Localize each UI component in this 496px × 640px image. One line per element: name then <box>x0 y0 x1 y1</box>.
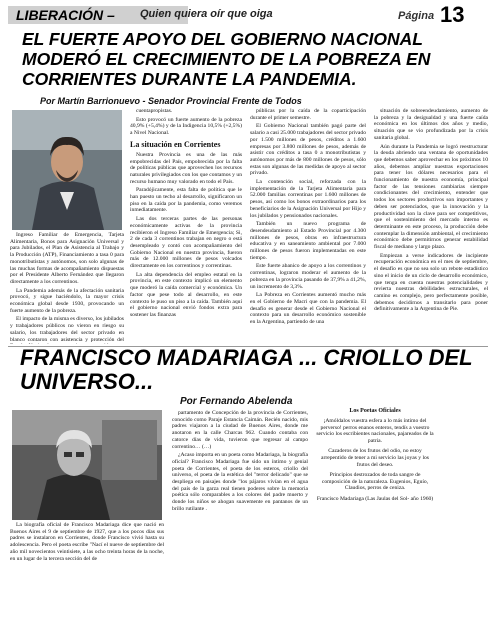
article2-headline-line2: UNIVERSO... <box>20 369 154 394</box>
paragraph: partamento de Concepción de la provincia de Corrientes, conocido como Paraje Estancia Caimán. Recién nacido, mis padres viajaron a la ciudad de Buenos Aires, donde me anotaron en la calle Charcas 962. Cuando contaba con catorce días de vida, tuvieron que regresar al campo correntino… (…) <box>172 410 308 450</box>
article1-column3 <box>250 108 366 344</box>
paragraph: públicas por la caída de la coparticipación durante el primer semestre. <box>250 108 366 121</box>
article1-headline-line3: CORRIENTES DURANTE LA PANDEMIA. <box>22 69 357 89</box>
paragraph: Las dos terceras partes de las personas económicamente activas de la provincia recibieron el Ingreso Familiar de Emergencia; Si, 2 de cada 3 correntinos trabajan en negro o está desempleado y contó con acompañamiento del Gobierno Nacional en nuestra provincia, fueron más de 12.000 millones de pesos volcados directamente en los correntinos y correntinas. <box>130 216 242 270</box>
paragraph: Empiezan a verse indicadores de incipiente recuperación económica en el mes de septiembre, el desafío es que no sea solo un rebote estadístico sino el inicio de un ciclo de desarrollo económico, que tenga en cuenta nuestras potencialidades y revierta nuestras debilidades estructurales, el camino es complejo, pero perfectamente posible, debemos decidirnos a transitarlo para poner definitivamente a la Argentina de Pie. <box>374 252 488 313</box>
paragraph: El impacto de la misma es diverso, los jubilados y trabajadores públicos no vieron en riesgo su salario, los trabajadores del sector privado en blanco contaron con asistencia y protección del <box>10 316 124 343</box>
poem-box <box>315 408 435 636</box>
paragraph: ¿Acaso importa en un poeta como Madariaga, la biografía oficial? Francisco Madariaga fue sido un íntimo y genial poeta de Corrientes, el poeta de los esteros, criollo del universo, el poeta de la estética del "terror delicado" que se despliega en paisajes donde "los pájaros vivían en el agua del país de la garza real tienen poderes sobre la memoria poética sólo comparables a los colores del padre muerto y donde los niños se ahogan suavemente en pantanos de un brillo rutilante . <box>172 452 308 512</box>
poem-signature: Francisco Madariaga (Las Jaulas del Sol- año 1960) <box>316 495 434 502</box>
article2-column2 <box>172 410 308 636</box>
author-photo-graphic <box>12 110 122 230</box>
article2-column1 <box>10 522 164 636</box>
poem-stanza: Cazaderos de los frutos del odio, no estoy arrepentido de tener a mi servicio las joyas y los frutos del deseo. <box>321 448 429 468</box>
paragraph: cuentapropistas. <box>136 108 173 114</box>
paragraph: La alta dependencia del empleo estatal en la provincia, en este contexto implicó un elemento que moderó la caída comercial y económica. Un factor que pese todo al desarrollo, en este contexto le puso un piso a la caída. También aquí el gobierno nacional envió fondos extra para sostener las finanzas <box>130 271 242 318</box>
paragraph: La biografía oficial de Francisco Madariaga dice que nació en Buenos Aires el 9 de septiembre de 1927, que a los pocos días sus padres se instalaron en Corrientes, donde Francisco vivió hasta su adolescencia. Pero el poeta escribe "Nací el nueve de septiembre del año mil novecientos veintisiete, a las ocho treinta horas de la noche, en un lugar de la tercera sección del de <box>10 522 164 562</box>
article2-byline: Por Fernando Abelenda <box>180 396 293 407</box>
paragraph: Nuestra Provincia es una de las más empobrecidas del País, empobrecida por la falta de políticas públicas que aprovechen los recursos naturales privilegiados con los que contamos y un recurso humano muy valorado en todo el País. <box>130 151 242 185</box>
article2-headline-line1: FRANCISCO MADARIAGA ... CRIOLLO DEL <box>20 345 473 370</box>
article1-headline-line1: EL FUERTE APOYO DEL GOBIERNO NACIONAL <box>22 29 423 49</box>
paragraph: La contención social, reforzada con la implementación de la Tarjeta Alimentaria para 52.000 familias correntinas por 1.600 millones de pesos, así como los bonos extraordinarios para los beneficiarios de la Asignación Universal por Hijo y los jubilados y pensionados nacionales. <box>250 179 366 219</box>
author-photo <box>12 110 122 230</box>
page-label: Página <box>398 10 435 22</box>
paragraph: La Pandemia además de la afectación sanitaria provocó, y sigue haciéndolo, la mayor crisis económica global desde 1930, provocando un fuerte aumento de la pobreza. <box>10 287 124 314</box>
paragraph: El Gobierno Nacional también pagó parte del salario a casi 25.000 trabajadores del sector privado por 1.500 millones de pesos, créditos a 1.600 empresas por 3.800 millones de pesos, además de asistir con créditos a tasa 0 a monotributistas y autónomos por más de 800 millones de pesos, sólo estas son algunas de las medidas de apoyo al sector privado. <box>250 123 366 177</box>
paragraph: situación de sobreendeudamiento, aumento de la pobreza y la desigualdad y una fuerte caída económica en los últimos dos años y medio, situación que se vio profundizada por la crisis sanitaria global. <box>374 108 488 141</box>
paragraph: También un nuevo programa de desendeudamiento al Estado Provincial por 4.300 millones de pesos, obras en infraestructura educativa y en saneamiento ambiental por 7.000 millones de pesos fueron implementadas en este tiempo. <box>250 221 366 261</box>
article1-byline: Por Martín Barrionuevo - Senador Provincial Frente de Todos <box>40 96 302 106</box>
paragraph: La Pobreza en Corrientes aumentó mucho más en el Gobierno de Macri que con la pandemia. El desafío es generar desde el Gobierno Nacional el contexto para un desarrollo económico sostenible en la Argentina, partiendo de una <box>250 292 366 326</box>
article1-column1 <box>10 232 124 344</box>
poem-stanza: ¡Amóldalos vuestra esfera a lo más íntimo del perverso! perros enanos enteros, tendís a vuestro servicio los escribientes nacionales, pajareados de la patria. <box>316 418 434 444</box>
section-subtitle: La situación en Corrientes <box>130 139 221 149</box>
paragraph: Este fuerte abanico de apoyo a los correntinos y correntinas, lograron moderar el aumento de la pobreza en la provincia pasando de 37,9% a 41,2%, un incremento de 3,3%. <box>250 263 366 290</box>
article1-column2 <box>130 108 242 344</box>
page-number: 13 <box>440 2 465 27</box>
paragraph: Aún durante la Pandemia se logró reestructurar la deuda abriendo una ventana de oportunidades que debemos saber aprovechar en los próximos 10 años, debemos ampliar nuestras exportaciones para tener los dólares necesarios para el funcionamiento de nuestra economía, principal factor de las tensiones cambiarias siempre condicionantes del crecimiento, entender que todos los sectores productivos son importantes y deben ser potenciados, que la innovación y la productividad son la clave para ser competitivos, que el sostenimiento del mercado interno es determinante en este proceso, la producción debe contemplar la dimensión ambiental, el crecimiento económico debe permitirnos generar estabilidad fiscal de mediano y largo plazo. <box>374 143 488 251</box>
paragraph: Esto provocó un fuerte aumento de la pobreza 40,9% (+5,4%) y de la Indigencia 10,5% (+2,5%) a Nivel Nacional. <box>130 116 242 137</box>
poem-title: Los Poetas Oficiales <box>349 408 401 414</box>
publication-name: LIBERACIÓN – <box>8 6 188 24</box>
poem-stanza: Principios destrozados de toda sangre de composición de la naturaleza. Eugenios, Eguío, Claudios, perros de ceniza. <box>321 472 429 492</box>
article1-column4 <box>374 108 488 344</box>
article1-headline-line2: MODERÓ EL CRECIMIENTO DE LA POBREZA EN <box>22 49 431 69</box>
paragraph: Paradójicamente, esta falta de política que le han puesto un techo al desarrollo, significaron un piso en la caída por la pandemia, como veremos inmediatamente. <box>130 187 242 214</box>
poet-photo-graphic <box>12 410 162 520</box>
page-header <box>0 0 496 28</box>
poet-photo <box>12 410 162 520</box>
publication-slogan: Quien quiera oír que oiga <box>140 8 273 20</box>
paragraph: Ingreso Familiar de Emergencia, Tarjeta Alimentaria, Bonos para Asignación Universal y para Jubilados, el Plan de Asistencia al Trabajo y la Producción (ATP), Financiamiento a tasa 0 para monotributistas y autónomos, son solo algunas de las muchas formas de acompañamiento dispuestas por el Presidente Alberto Fernández que llegaron directamente a los correntinos. <box>10 232 124 285</box>
